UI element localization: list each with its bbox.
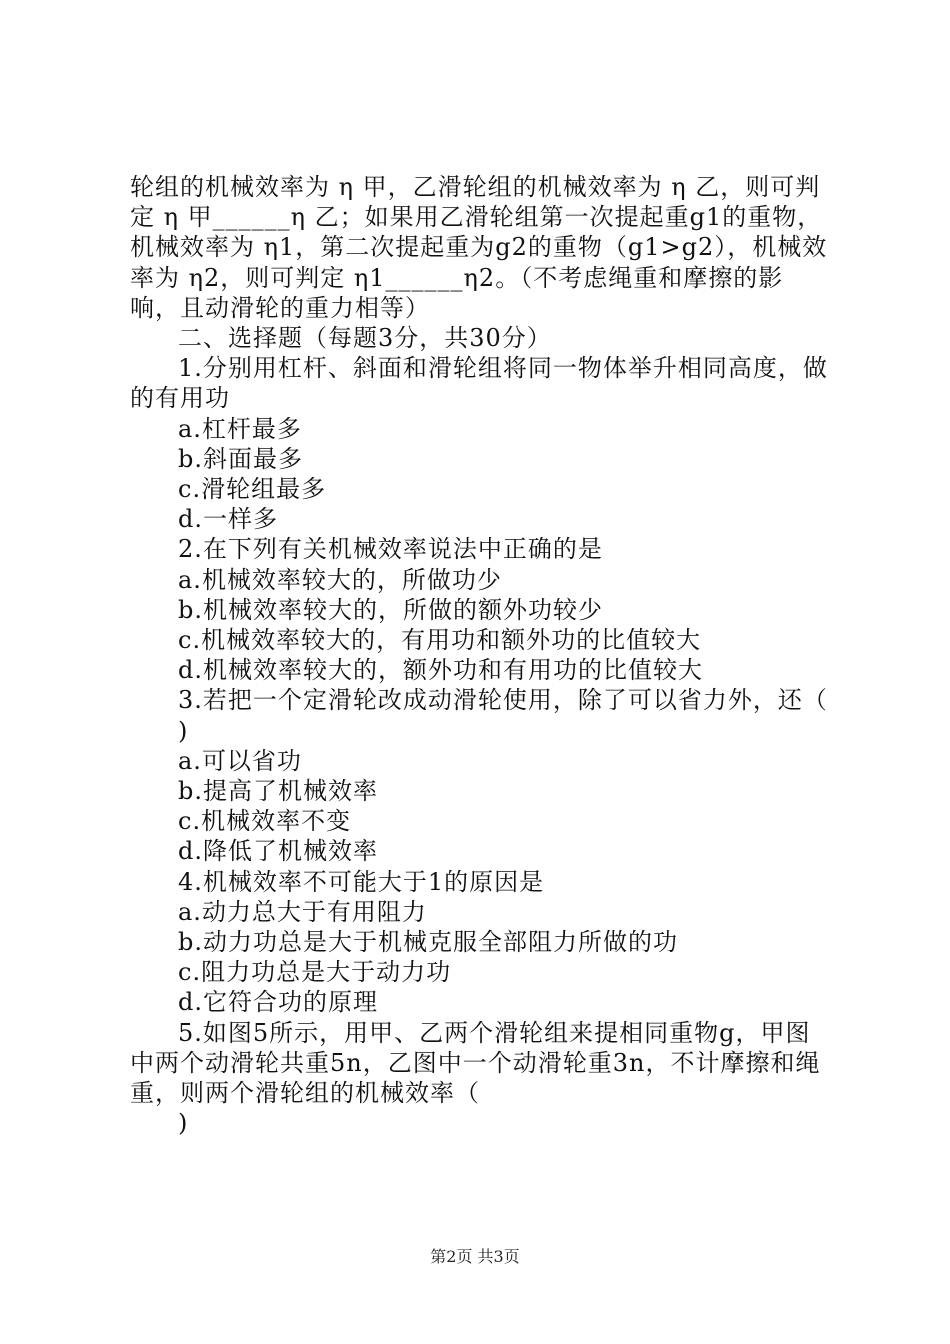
continuation-paragraph: 轮组的机械效率为 η 甲，乙滑轮组的机械效率为 η 乙，则可判定 η 甲______η 乙；如果用乙滑轮组第一次提起重g1的重物，机械效率为 η1，第二次提起重为g2的重物（g1>g2），机械效率为 η2，则可判定 η1______η2。（不考虑绳重和摩擦的影响，且动滑轮的重力相等） bbox=[130, 173, 828, 322]
question-3-option-b: b.提高了机械效率 bbox=[178, 777, 378, 806]
question-4-stem: 4.机械效率不可能大于1的原因是 bbox=[178, 867, 545, 896]
question-1-option-b: b.斜面最多 bbox=[178, 444, 303, 473]
page-number-footer: 第2页 共3页 bbox=[430, 1247, 520, 1266]
question-5-stem: 5.如图5所示，用甲、乙两个滑轮组来提相同重物g，甲图中两个动滑轮共重5n，乙图中一个动滑轮重3n，不计摩擦和绳重，则两个滑轮组的机械效率（ bbox=[130, 1018, 821, 1108]
question-3-option-c: c.机械效率不变 bbox=[178, 807, 352, 836]
question-4-option-d: d.它符合功的原理 bbox=[178, 988, 378, 1017]
question-3-option-a: a.可以省功 bbox=[178, 746, 302, 775]
question-3-blank: ) bbox=[178, 716, 189, 745]
section-title: 二、选择题（每题3分，共30分） bbox=[178, 324, 552, 353]
question-1-option-a: a.杠杆最多 bbox=[178, 414, 302, 443]
question-3-stem: 3.若把一个定滑轮改成动滑轮使用，除了可以省力外，还（ bbox=[178, 686, 828, 715]
question-2-option-d: d.机械效率较大的，额外功和有用功的比值较大 bbox=[178, 656, 703, 685]
question-2-option-c: c.机械效率较大的，有用功和额外功的比值较大 bbox=[178, 626, 702, 655]
question-4-option-b: b.动力功总是大于机械克服全部阻力所做的功 bbox=[178, 928, 678, 957]
question-5-blank: ) bbox=[178, 1109, 189, 1138]
question-4-option-a: a.动力总大于有用阻力 bbox=[178, 897, 427, 926]
question-2-stem: 2.在下列有关机械效率说法中正确的是 bbox=[178, 535, 603, 564]
question-2-option-a: a.机械效率较大的，所做功少 bbox=[178, 565, 502, 594]
question-1-option-d: d.一样多 bbox=[178, 505, 278, 534]
document-body bbox=[130, 172, 830, 1139]
question-3-option-d: d.降低了机械效率 bbox=[178, 837, 378, 866]
question-2-option-b: b.机械效率较大的，所做的额外功较少 bbox=[178, 595, 603, 624]
question-1-stem: 1.分别用杠杆、斜面和滑轮组将同一物体举升相同高度，做的有用功 bbox=[130, 354, 828, 413]
question-1-option-c: c.滑轮组最多 bbox=[178, 475, 327, 504]
question-4-option-c: c.阻力功总是大于动力功 bbox=[178, 958, 452, 987]
